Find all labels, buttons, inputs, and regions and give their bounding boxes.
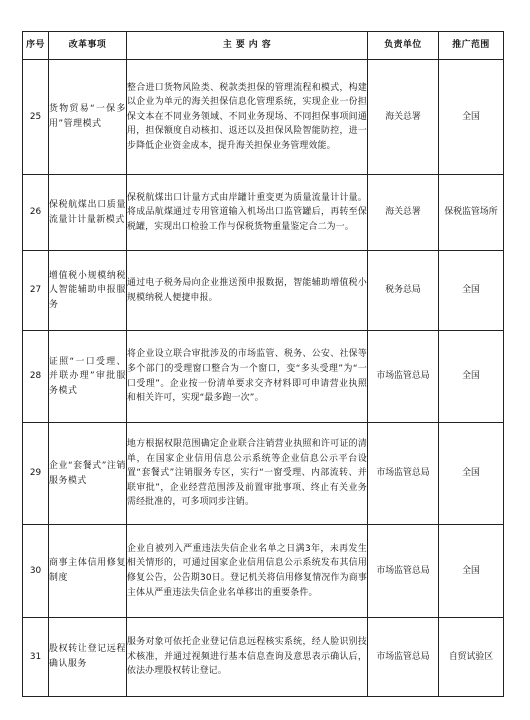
row-main-content: 将企业设立联合审批涉及的市场监管、税务、公安、社保等多个部门的受理窗口整合为一个窗口，变“多头受理”为“一口受理”。企业按一份清单要求交齐材料即可申请营业执照和相关许可，实现“最多跑一次”。 — [127, 331, 368, 423]
table-row — [23, 331, 504, 423]
row-promotion-scope: 全国 — [439, 60, 504, 175]
header-promotion-scope: 推广范围 — [439, 32, 504, 60]
row-responsible-unit: 市场监管总局 — [368, 423, 439, 525]
row-serial-number: 27 — [23, 251, 49, 331]
row-serial-number: 28 — [23, 331, 49, 423]
row-reform-item: 股权转让登记远程确认服务 — [49, 618, 127, 697]
row-main-content: 企业自被列入严重违法失信企业名单之日满3年，未再发生相关情形的，可通过国家企业信用信息公示系统发布其信用修复公告，公告期30日。登记机关将信用修复情况作为商事主体从严重违法失信企业名单移出的重要条件。 — [127, 525, 368, 618]
table-row — [23, 423, 504, 525]
table-row — [23, 618, 504, 697]
row-reform-item: 证照“一口受理、并联办理”审批服务模式 — [49, 331, 127, 423]
row-promotion-scope: 全国 — [439, 251, 504, 331]
row-responsible-unit: 海关总署 — [368, 175, 439, 251]
row-reform-item: 增值税小规模纳税人智能辅助申报服务 — [49, 251, 127, 331]
header-main-content: 主 要 内 容 — [127, 32, 368, 60]
row-serial-number: 29 — [23, 423, 49, 525]
row-promotion-scope: 全国 — [439, 525, 504, 618]
row-main-content: 服务对象可依托企业登记信息远程核实系统，经人脸识别技术核准，并通过视频进行基本信息查询及意思表示确认后，依法办理股权转让登记。 — [127, 618, 368, 697]
row-main-content: 保税航煤出口计量方式由岸罐计重变更为质量流量计计量。将成品航煤通过专用管道输入机场出口监管罐后，再转至保税罐，实现出口检验工作与保税货物重量鉴定合二为一。 — [127, 175, 368, 251]
row-reform-item: 企业“套餐式”注销服务模式 — [49, 423, 127, 525]
table-row — [23, 175, 504, 251]
row-serial-number: 31 — [23, 618, 49, 697]
header-reform-item: 改革事项 — [49, 32, 127, 60]
row-responsible-unit: 税务总局 — [368, 251, 439, 331]
row-serial-number: 30 — [23, 525, 49, 618]
row-serial-number: 25 — [23, 60, 49, 175]
row-responsible-unit: 市场监管总局 — [368, 331, 439, 423]
table-row — [23, 525, 504, 618]
row-responsible-unit: 市场监管总局 — [368, 618, 439, 697]
row-serial-number: 26 — [23, 175, 49, 251]
table-row — [23, 251, 504, 331]
reform-measures-table — [22, 31, 504, 697]
row-promotion-scope: 自贸试验区 — [439, 618, 504, 697]
header-responsible-unit: 负责单位 — [368, 32, 439, 60]
row-responsible-unit: 市场监管总局 — [368, 525, 439, 618]
row-reform-item: 货物贸易“一保多用”管理模式 — [49, 60, 127, 175]
row-responsible-unit: 海关总署 — [368, 60, 439, 175]
header-serial-number: 序号 — [23, 32, 49, 60]
row-reform-item: 商事主体信用修复制度 — [49, 525, 127, 618]
row-promotion-scope: 全国 — [439, 423, 504, 525]
table-header-row — [23, 32, 504, 60]
row-main-content: 通过电子税务局向企业推送预申报数据，智能辅助增值税小规模纳税人便捷申报。 — [127, 251, 368, 331]
row-promotion-scope: 保税监管场所 — [439, 175, 504, 251]
row-main-content: 整合进口货物风险类、税款类担保的管理流程和模式，构建以企业为单元的海关担保信息化管理系统，实现企业一份担保文本在不同业务领域、不同业务现场、不同担保事项间通用，担保额度自动核扣、返还以及担保风险智能防控，进一步降低企业资金成本，提升海关担保业务管理效能。 — [127, 60, 368, 175]
row-promotion-scope: 全国 — [439, 331, 504, 423]
row-main-content: 地方根据权限范围确定企业联合注销营业执照和许可证的清单，在国家企业信用信息公示系统等企业信息公示平台设置“套餐式”注销服务专区，实行“一窗受理、内部流转、并联审批”，企业经营范围涉及前置审批事项、终止有关业务需经批准的，可多项同步注销。 — [127, 423, 368, 525]
row-reform-item: 保税航煤出口质量流量计计量新模式 — [49, 175, 127, 251]
table-row — [23, 60, 504, 175]
